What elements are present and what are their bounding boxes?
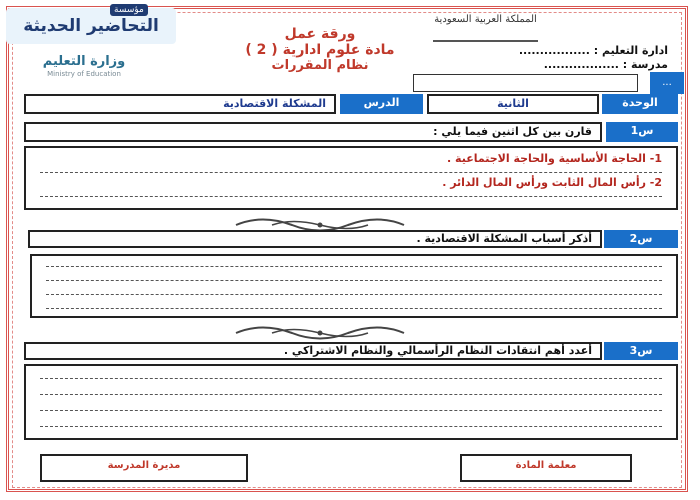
- q2-label: س2: [604, 230, 678, 248]
- q3-label: س3: [604, 342, 678, 360]
- answer-line: [46, 308, 662, 309]
- answer-line: [46, 294, 662, 295]
- q1-label: س1: [606, 122, 678, 142]
- answer-line: [40, 394, 662, 395]
- lesson-label: الدرس: [340, 94, 423, 114]
- education-admin-field: ادارة التعليم : .................: [518, 44, 668, 57]
- answer-line: [40, 172, 662, 173]
- answer-line: [46, 280, 662, 281]
- q1-answer-area[interactable]: [24, 146, 678, 210]
- q1-item-1: 1- الحاجة الأساسية والحاجة الاجتماعية .: [447, 152, 662, 165]
- q2-text: أذكر أسباب المشكلة الاقتصادية .: [28, 230, 602, 248]
- unit-value: الثانية: [427, 94, 599, 114]
- ornament-divider: [232, 322, 408, 344]
- institute-tag: مؤسسة: [110, 4, 148, 16]
- answer-line: [40, 196, 662, 197]
- subject-line: مادة علوم ادارية ( 2 ): [245, 42, 395, 58]
- ministry-subtitle: Ministry of Education: [47, 70, 121, 78]
- answer-line: [46, 266, 662, 267]
- unit-label: الوحدة: [602, 94, 678, 114]
- teacher-signature-box[interactable]: معلمة المادة: [460, 454, 632, 482]
- q1-text: قارن بين كل اثنين فيما يلي :: [24, 122, 602, 142]
- system-line: نظام المقررات: [271, 58, 369, 73]
- q3-text: أعدد أهم انتقادات النظام الرأسمالي والنظام الاشتراكي .: [24, 342, 602, 360]
- answer-line: [40, 378, 662, 379]
- q2-answer-area[interactable]: [30, 254, 678, 318]
- answer-line: [40, 410, 662, 411]
- school-field: مدرسة : ..................: [543, 58, 668, 71]
- institute-name: التحاضير الحديثة: [23, 16, 159, 36]
- kingdom-crest-text: المملكة العربية السعودية: [433, 14, 538, 42]
- answer-line: [40, 426, 662, 427]
- q3-answer-area[interactable]: [24, 364, 678, 440]
- worksheet-title: ورقة عمل: [284, 26, 356, 42]
- institute-logo: [6, 8, 176, 44]
- ministry-logo: وزارة التعليم: [42, 54, 126, 69]
- principal-signature-box[interactable]: مديرة المدرسة: [40, 454, 248, 482]
- q1-item-2: 2- رأس المال الثابت ورأس المال الدائر .: [442, 176, 662, 189]
- edge-tag: ...: [650, 72, 684, 94]
- lesson-value: المشكلة الاقتصادية: [24, 94, 336, 114]
- student-name-box[interactable]: [413, 74, 638, 92]
